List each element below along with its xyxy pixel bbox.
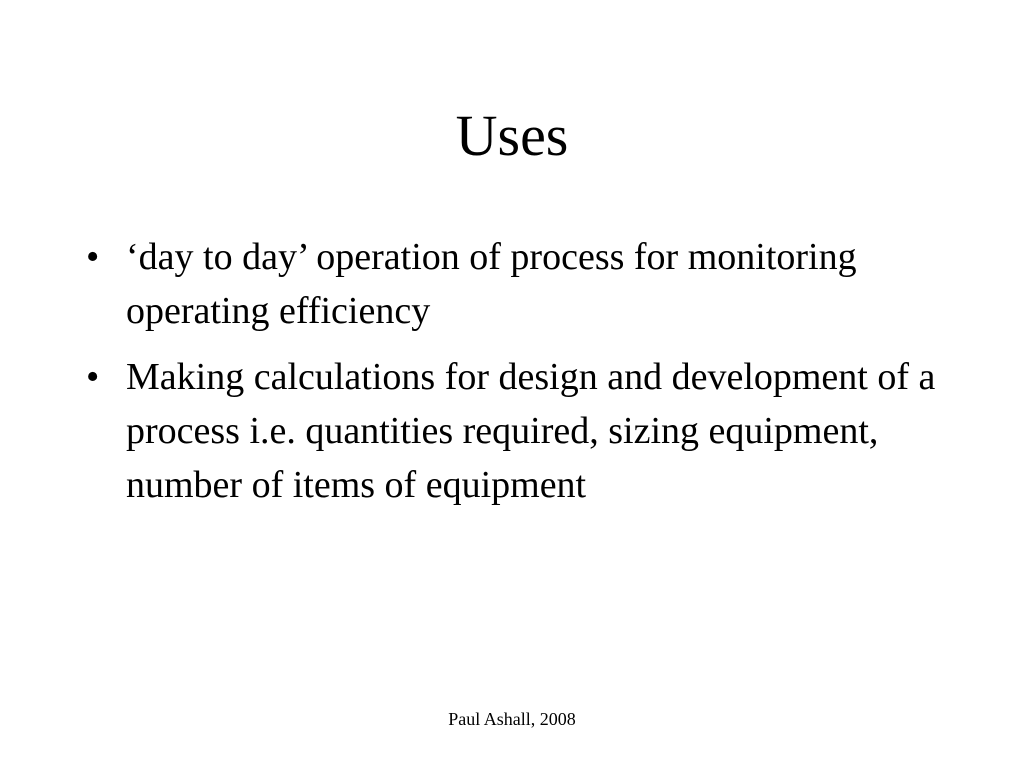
bullet-text: ‘day to day’ operation of process for monitoring operating efficiency: [126, 236, 857, 332]
bullet-item: [86, 230, 956, 338]
bullet-list: [86, 230, 956, 524]
bullet-text: Making calculations for design and development of a process i.e. quantities required, sizing equipment, number of items of equipment: [126, 356, 936, 506]
bullet-item: [86, 350, 956, 512]
bullet-marker: •: [86, 236, 100, 278]
slide-title: Uses: [455, 103, 569, 168]
bullet-marker: •: [86, 356, 100, 398]
footer-author-credit: Paul Ashall, 2008: [448, 709, 576, 729]
